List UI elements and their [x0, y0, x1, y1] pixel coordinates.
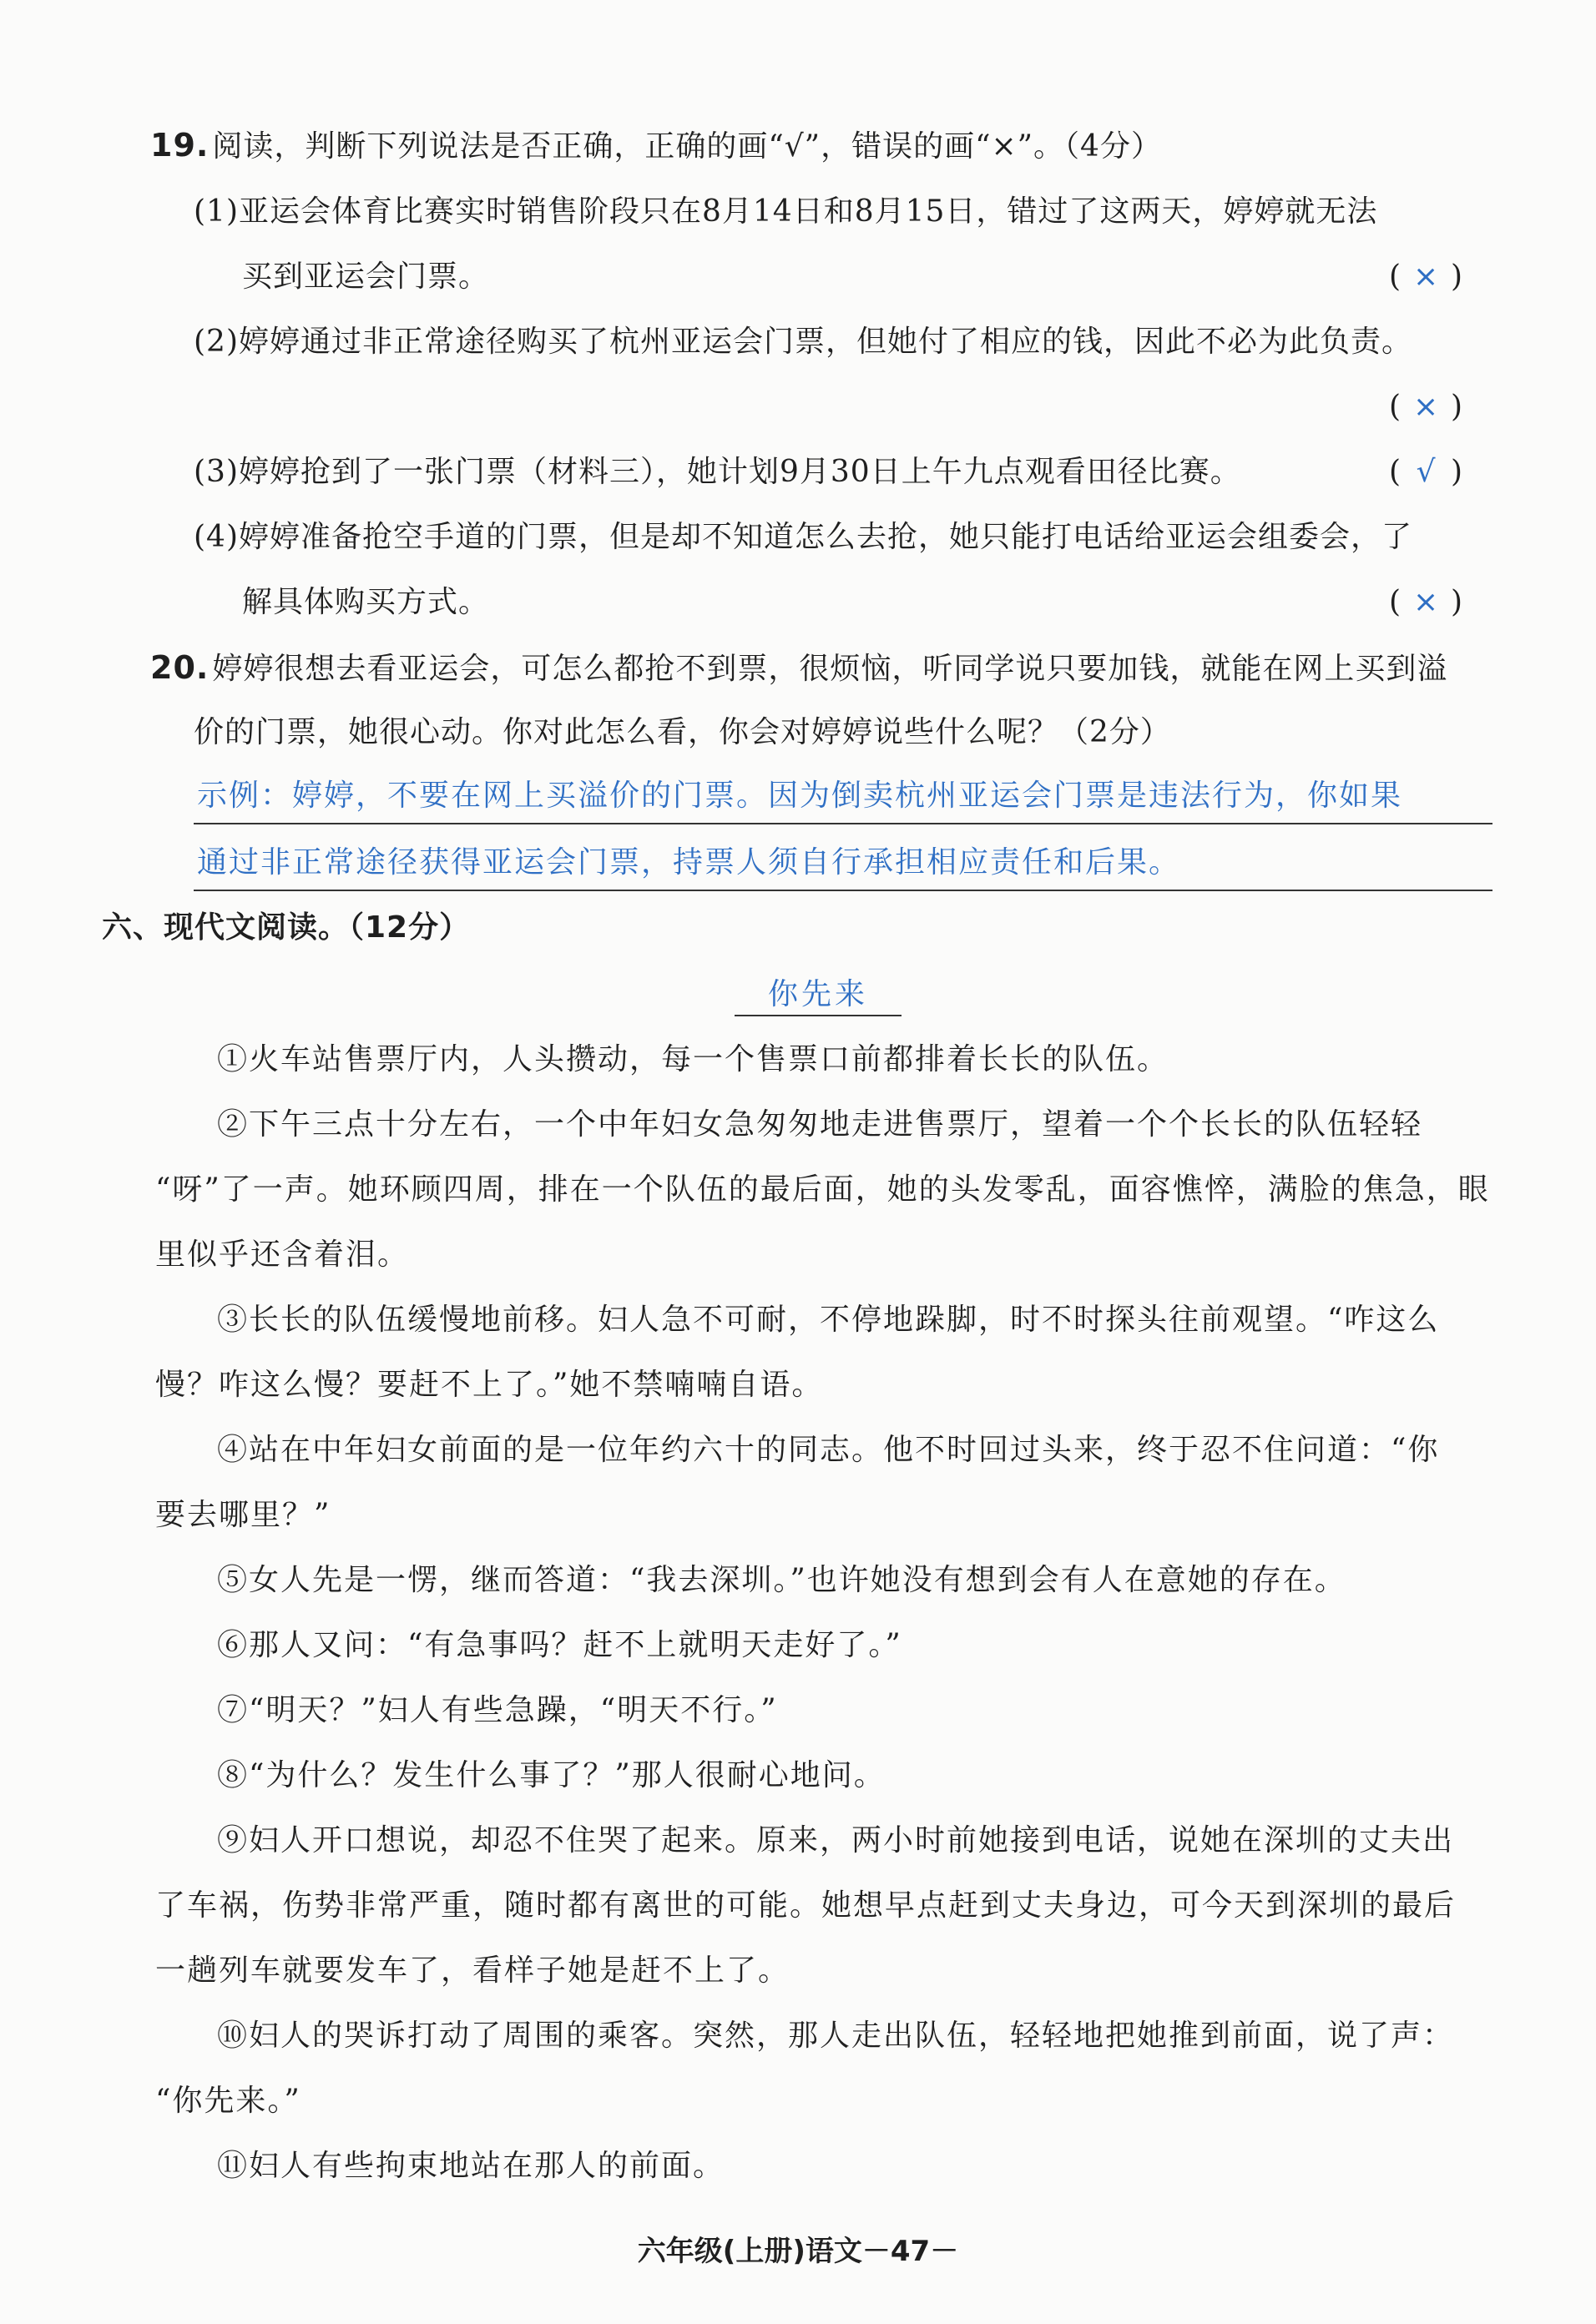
paragraph-9-line3: 一趟列车就要发车了，看样子她是赶不上了。	[155, 1953, 790, 1988]
q19-number: 19.	[150, 127, 210, 164]
cross-mark: ×	[1412, 390, 1439, 424]
q19-item-1-line1: (1)亚运会体育比赛实时销售阶段只在8月14日和8月15日，错过了这两天，婷婷就无法	[194, 194, 1378, 229]
paragraph-8: ⑧“为什么？发生什么事了？”那人很耐心地问。	[217, 1758, 886, 1792]
q20-answer-line1: 示例：婷婷，不要在网上买溢价的门票。因为倒卖杭州亚运会门票是违法行为，你如果	[194, 776, 1492, 824]
paragraph-7: ⑦“明天？”妇人有些急躁，“明天不行。”	[217, 1693, 778, 1727]
q19-item-4-line2: 解具体购买方式。	[242, 585, 490, 619]
q19-prompt	[150, 125, 1162, 167]
q20-line2: 价的门票，她很心动。你对此怎么看，你会对婷婷说些什么呢？（2分）	[194, 715, 1171, 749]
q20-number: 20.	[150, 649, 210, 686]
paragraph-2-line3: 里似乎还含着泪。	[155, 1238, 410, 1272]
paragraph-9-line2: 了车祸，伤势非常严重，随时都有离世的可能。她想早点赶到丈夫身边，可今天到深圳的最后	[155, 1888, 1457, 1923]
q20-line1-text: 婷婷很想去看亚运会，可怎么都抢不到票，很烦恼，听同学说只要加钱，就能在网上买到溢	[212, 652, 1448, 686]
q19-item-2-line1: (2)婷婷通过非正常途径购买了杭州亚运会门票，但她付了相应的钱，因此不必为此负责。	[194, 325, 1412, 359]
paragraph-2-line2: “呀”了一声。她环顾四周，排在一个队伍的最后面，她的头发零乱，面容憔悴，满脸的焦急，眼	[155, 1172, 1490, 1207]
page-footer: 六年级(上册)语文－47－	[637, 2235, 959, 2268]
paragraph-1: ①火车站售票厅内，人头攒动，每一个售票口前都排着长长的队伍。	[217, 1042, 1169, 1076]
section6-heading: 六、现代文阅读。（12分）	[102, 910, 471, 945]
paragraph-6: ⑥那人又问：“有急事吗？赶不上就明天走好了。”	[217, 1628, 902, 1662]
paragraph-3-line2: 慢？咋这么慢？要赶不上了。”她不禁喃喃自语。	[155, 1368, 824, 1402]
paragraph-2-line1: ②下午三点十分左右，一个中年妇女急匆匆地走进售票厅，望着一个个长长的队伍轻轻	[217, 1107, 1423, 1142]
cross-mark: ×	[1412, 585, 1439, 619]
q19-item-4-line1: (4)婷婷准备抢空手道的门票，但是却不知道怎么去抢，她只能打电话给亚运会组委会，了	[194, 520, 1412, 554]
paragraph-4-line1: ④站在中年妇女前面的是一位年约六十的同志。他不时回过头来，终于忍不住问道：“你	[217, 1433, 1440, 1467]
cross-mark: ×	[1412, 260, 1439, 294]
paragraph-10-line1: ⑩妇人的哭诉打动了周围的乘客。突然，那人走出队伍，轻轻地把她推到前面，说了声：	[217, 2019, 1455, 2053]
q20-answer-line2: 通过非正常途径获得亚运会门票，持票人须自行承担相应责任和后果。	[194, 843, 1492, 891]
q19-item-4-answer: ( × )	[1389, 582, 1462, 623]
paragraph-3-line1: ③长长的队伍缓慢地前移。妇人急不可耐，不停地跺脚，时不时探头往前观望。“咋这么	[217, 1303, 1440, 1337]
paragraph-5: ⑤女人先是一愣，继而答道：“我去深圳。”也许她没有想到会有人在意她的存在。	[217, 1563, 1346, 1597]
q19-item-1-answer: ( × )	[1389, 257, 1462, 297]
q19-item-3-answer: ( √ )	[1389, 452, 1462, 492]
paragraph-4-line2: 要去哪里？”	[155, 1498, 331, 1532]
paragraph-10-line2: “你先来。”	[155, 2084, 301, 2118]
q19-item-1-line2: 买到亚运会门票。	[242, 260, 490, 294]
q19-item-3-line1: (3)婷婷抢到了一张门票（材料三），她计划9月30日上午九点观看田径比赛。	[194, 455, 1241, 489]
q20-line1	[150, 648, 1447, 689]
q19-item-2-answer: ( × )	[1389, 387, 1462, 427]
paragraph-9-line1: ⑨妇人开口想说，却忍不住哭了起来。原来，两小时前她接到电话，说她在深圳的丈夫出	[217, 1823, 1455, 1858]
check-mark: √	[1416, 455, 1436, 489]
paragraph-11: ⑪妇人有些拘束地站在那人的前面。	[217, 2149, 725, 2183]
story-title: 你先来	[735, 975, 902, 1016]
q19-prompt-text: 阅读，判断下列说法是否正确，正确的画“√”，错误的画“×”。（4分）	[212, 129, 1162, 164]
